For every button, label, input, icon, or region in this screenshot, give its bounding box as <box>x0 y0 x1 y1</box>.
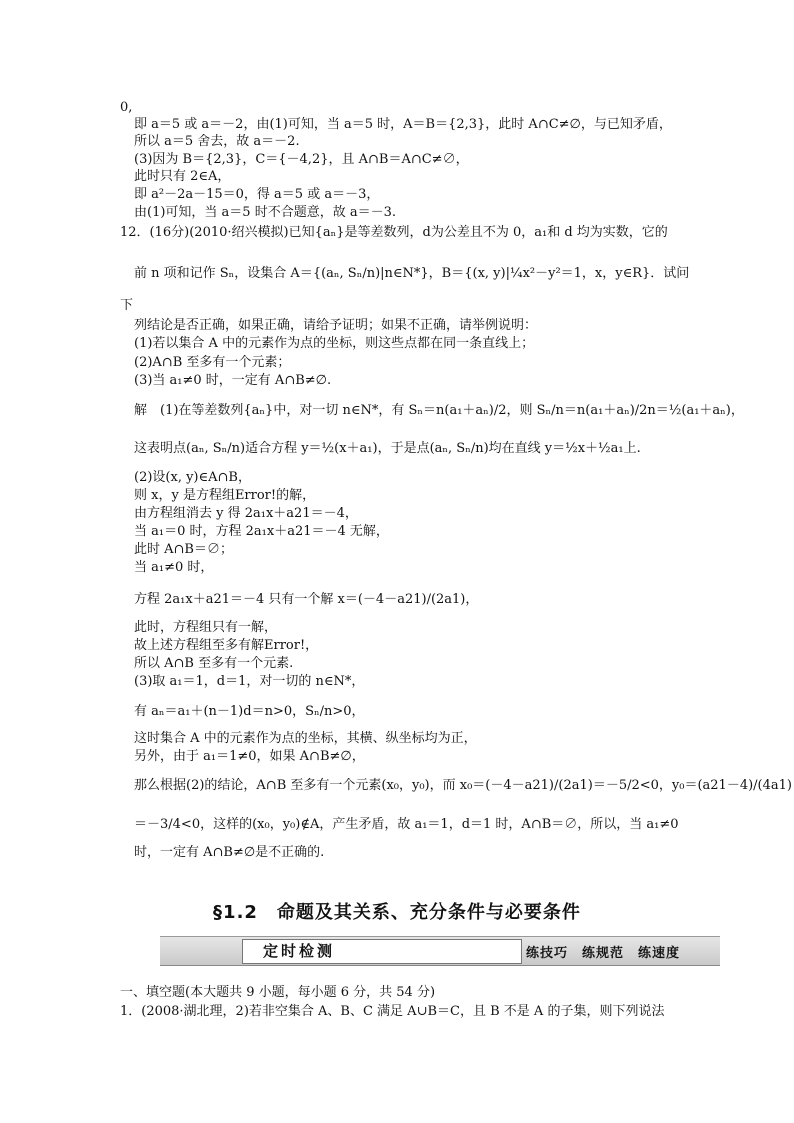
text-line: (2)A∩B 至多有一个元素； <box>134 355 291 370</box>
text-line: 当 a₁≠0 时， <box>134 560 214 575</box>
text-line: (1)若以集合 A 中的元素作为点的坐标，则这些点都在同一条直线上； <box>134 336 535 351</box>
text-line: 另外，由于 a₁＝1≠0，如果 A∩B≠∅， <box>134 749 365 764</box>
text-line: (3)当 a₁≠0 时，一定有 A∩B≠∅. <box>134 373 332 388</box>
text-line: 此时，方程组只有一解， <box>134 620 278 635</box>
text-line: 这时集合 A 中的元素作为点的坐标，其横、纵坐标均为正， <box>134 731 477 746</box>
text-line: (3)因为 B＝{2,3}，C＝{－4,2}，且 A∩B＝A∩C≠∅， <box>134 152 469 167</box>
solution-line: 这表明点(aₙ, Sₙ/n)适合方程 y＝½(x＋a₁)，于是点(aₙ, Sₙ/n)均在直线 y＝½x＋½a₁上. <box>134 441 641 456</box>
text-line: (2)设(x, y)∈A∩B， <box>134 470 251 485</box>
text-line: 即 a²－2a－15＝0，得 a＝5 或 a＝－3， <box>134 187 380 202</box>
banner-tag: 定时检测 <box>242 939 522 964</box>
text-line: 由方程组消去 y 得 2a₁x＋a21＝－4， <box>134 506 358 521</box>
text-line: 则 x，y 是方程组Error!的解， <box>134 488 316 503</box>
text-line: 故上述方程组至多有解Error!， <box>134 638 319 653</box>
text-line: 所以 a＝5 舍去，故 a＝－2. <box>134 134 300 149</box>
text-line: 1．(2008·湖北理，2)若非空集合 A、B、C 满足 A∪B＝C，且 B 不是 A 的子集，则下列说法 <box>120 1004 665 1019</box>
text-line: 列结论是否正确，如果正确，请给予证明；如果不正确，请举例说明： <box>134 318 538 333</box>
text-line: 时，一定有 A∩B≠∅是不正确的. <box>134 845 325 860</box>
section-title: §1.2 命题及其关系、充分条件与必要条件 <box>213 902 581 923</box>
text-line: 那么根据(2)的结论，A∩B 至多有一个元素(x₀，y₀)，而 x₀＝(－4－a21)/(2a1)＝－5/2<0，y₀＝(a21－4)/(4a1) <box>134 778 792 793</box>
text-line: 此时只有 2∈A， <box>134 169 231 184</box>
practice-banner <box>160 936 720 966</box>
solution-line: 解 (1)在等差数列{aₙ}中，对一切 n∈N*，有 Sₙ＝n(a₁＋aₙ)/2，则 Sₙ/n＝n(a₁＋aₙ)/2n＝½(a₁＋aₙ)， <box>134 403 744 418</box>
text-line: 所以 A∩B 至多有一个元素. <box>134 656 294 671</box>
text-line: 下 <box>120 298 134 313</box>
text-line: 方程 2a₁x＋a21＝－4 只有一个解 x＝(－4－a21)/(2a1)， <box>134 592 479 607</box>
text-line: ＝－3/4<0，这样的(x₀，y₀)∉A，产生矛盾，故 a₁＝1，d＝1 时，A∩B＝∅，所以，当 a₁≠0 <box>134 817 679 832</box>
text-line: 有 aₙ＝a₁＋(n－1)d＝n>0，Sₙ/n>0， <box>134 704 365 719</box>
banner-slogan: 练技巧 练规范 练速度 <box>525 946 680 961</box>
text-line: 0, <box>120 100 133 115</box>
text-line: 即 a＝5 或 a＝－2，由(1)可知，当 a＝5 时，A＝B＝{2,3}，此时 A∩C≠∅，与已知矛盾， <box>134 117 672 132</box>
question-12-stem: 12．(16分)(2010·绍兴模拟)已知{aₙ}是等差数列，d为公差且不为 0，a₁和 d 均为实数，它的 <box>120 225 668 240</box>
text-line: 此时 A∩B＝∅； <box>134 542 233 557</box>
text-line: 由(1)可知，当 a＝5 时不合题意，故 a＝－3. <box>134 205 396 220</box>
text-line: 前 n 项和记作 Sₙ，设集合 A＝{(aₙ, Sₙ/n)|n∈N*}，B＝{(x, y)|¼x²－y²＝1，x，y∈R}．试问 <box>134 266 690 281</box>
text-line: 当 a₁＝0 时，方程 2a₁x＋a21＝－4 无解， <box>134 524 389 539</box>
text-line: (3)取 a₁＝1，d＝1，对一切的 n∈N*， <box>134 674 365 689</box>
text-line: 一、填空题(本大题共 9 小题，每小题 6 分，共 54 分) <box>120 985 436 1000</box>
